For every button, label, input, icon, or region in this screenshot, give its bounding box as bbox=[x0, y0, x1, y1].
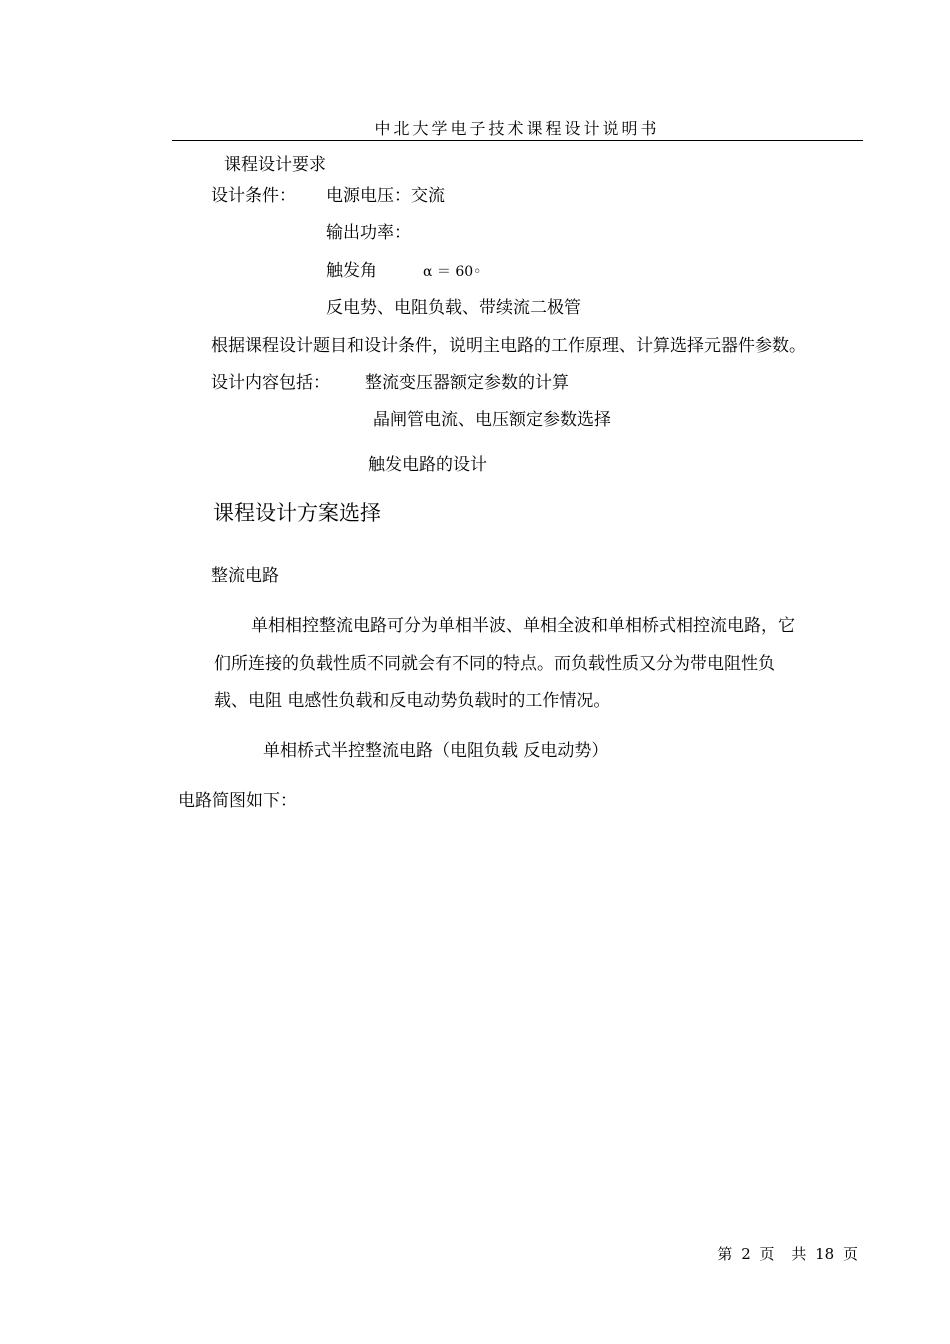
content-item-trigger-circuit: 触发电路的设计 bbox=[368, 455, 487, 475]
condition-voltage: 电源电压：交流 bbox=[326, 186, 445, 206]
paragraph-line-1: 单相相控整流电路可分为单相半波、单相全波和单相桥式相控流电路，它 bbox=[251, 616, 795, 636]
footer-page-number: 2 bbox=[741, 1245, 751, 1263]
content-item-thyristor: 晶闸管电流、电压额定参数选择 bbox=[373, 410, 611, 430]
footer-page-prefix: 第 bbox=[717, 1245, 733, 1263]
instruction-text: 根据课程设计题目和设计条件，说明主电路的工作原理、计算选择元器件参数。 bbox=[211, 336, 806, 356]
footer-page-unit: 页 bbox=[759, 1245, 775, 1263]
header-divider bbox=[172, 140, 863, 141]
condition-power: 输出功率： bbox=[326, 223, 411, 243]
circuit-title: 单相桥式半控整流电路（电阻负载 反电动势） bbox=[263, 741, 609, 761]
conditions-label: 设计条件： bbox=[211, 186, 296, 206]
rectifier-subheading: 整流电路 bbox=[211, 566, 279, 586]
paragraph-line-2: 们所连接的负载性质不同就会有不同的特点。而负载性质又分为带电阻性负 bbox=[214, 654, 775, 674]
footer-total-pages: 18 bbox=[815, 1245, 835, 1263]
diagram-caption: 电路简图如下： bbox=[178, 791, 297, 811]
condition-load: 反电势、电阻负载、带续流二极管 bbox=[326, 298, 581, 318]
footer-total-prefix: 共 bbox=[791, 1245, 807, 1263]
page-footer bbox=[715, 1243, 860, 1264]
condition-trigger-angle-label: 触发角 bbox=[326, 261, 377, 281]
footer-total-unit: 页 bbox=[842, 1245, 858, 1263]
page-header-title: 中北大学电子技术课程设计说明书 bbox=[374, 119, 660, 138]
scheme-heading: 课程设计方案选择 bbox=[213, 501, 381, 525]
trigger-angle-formula: α ＝ 60◦ bbox=[423, 264, 482, 280]
requirements-heading: 课程设计要求 bbox=[224, 155, 326, 175]
paragraph-line-3: 载、电阻 电感性负载和反电动势负载时的工作情况。 bbox=[214, 691, 611, 711]
content-item-transformer: 整流变压器额定参数的计算 bbox=[365, 373, 569, 393]
content-label: 设计内容包括： bbox=[211, 373, 330, 393]
